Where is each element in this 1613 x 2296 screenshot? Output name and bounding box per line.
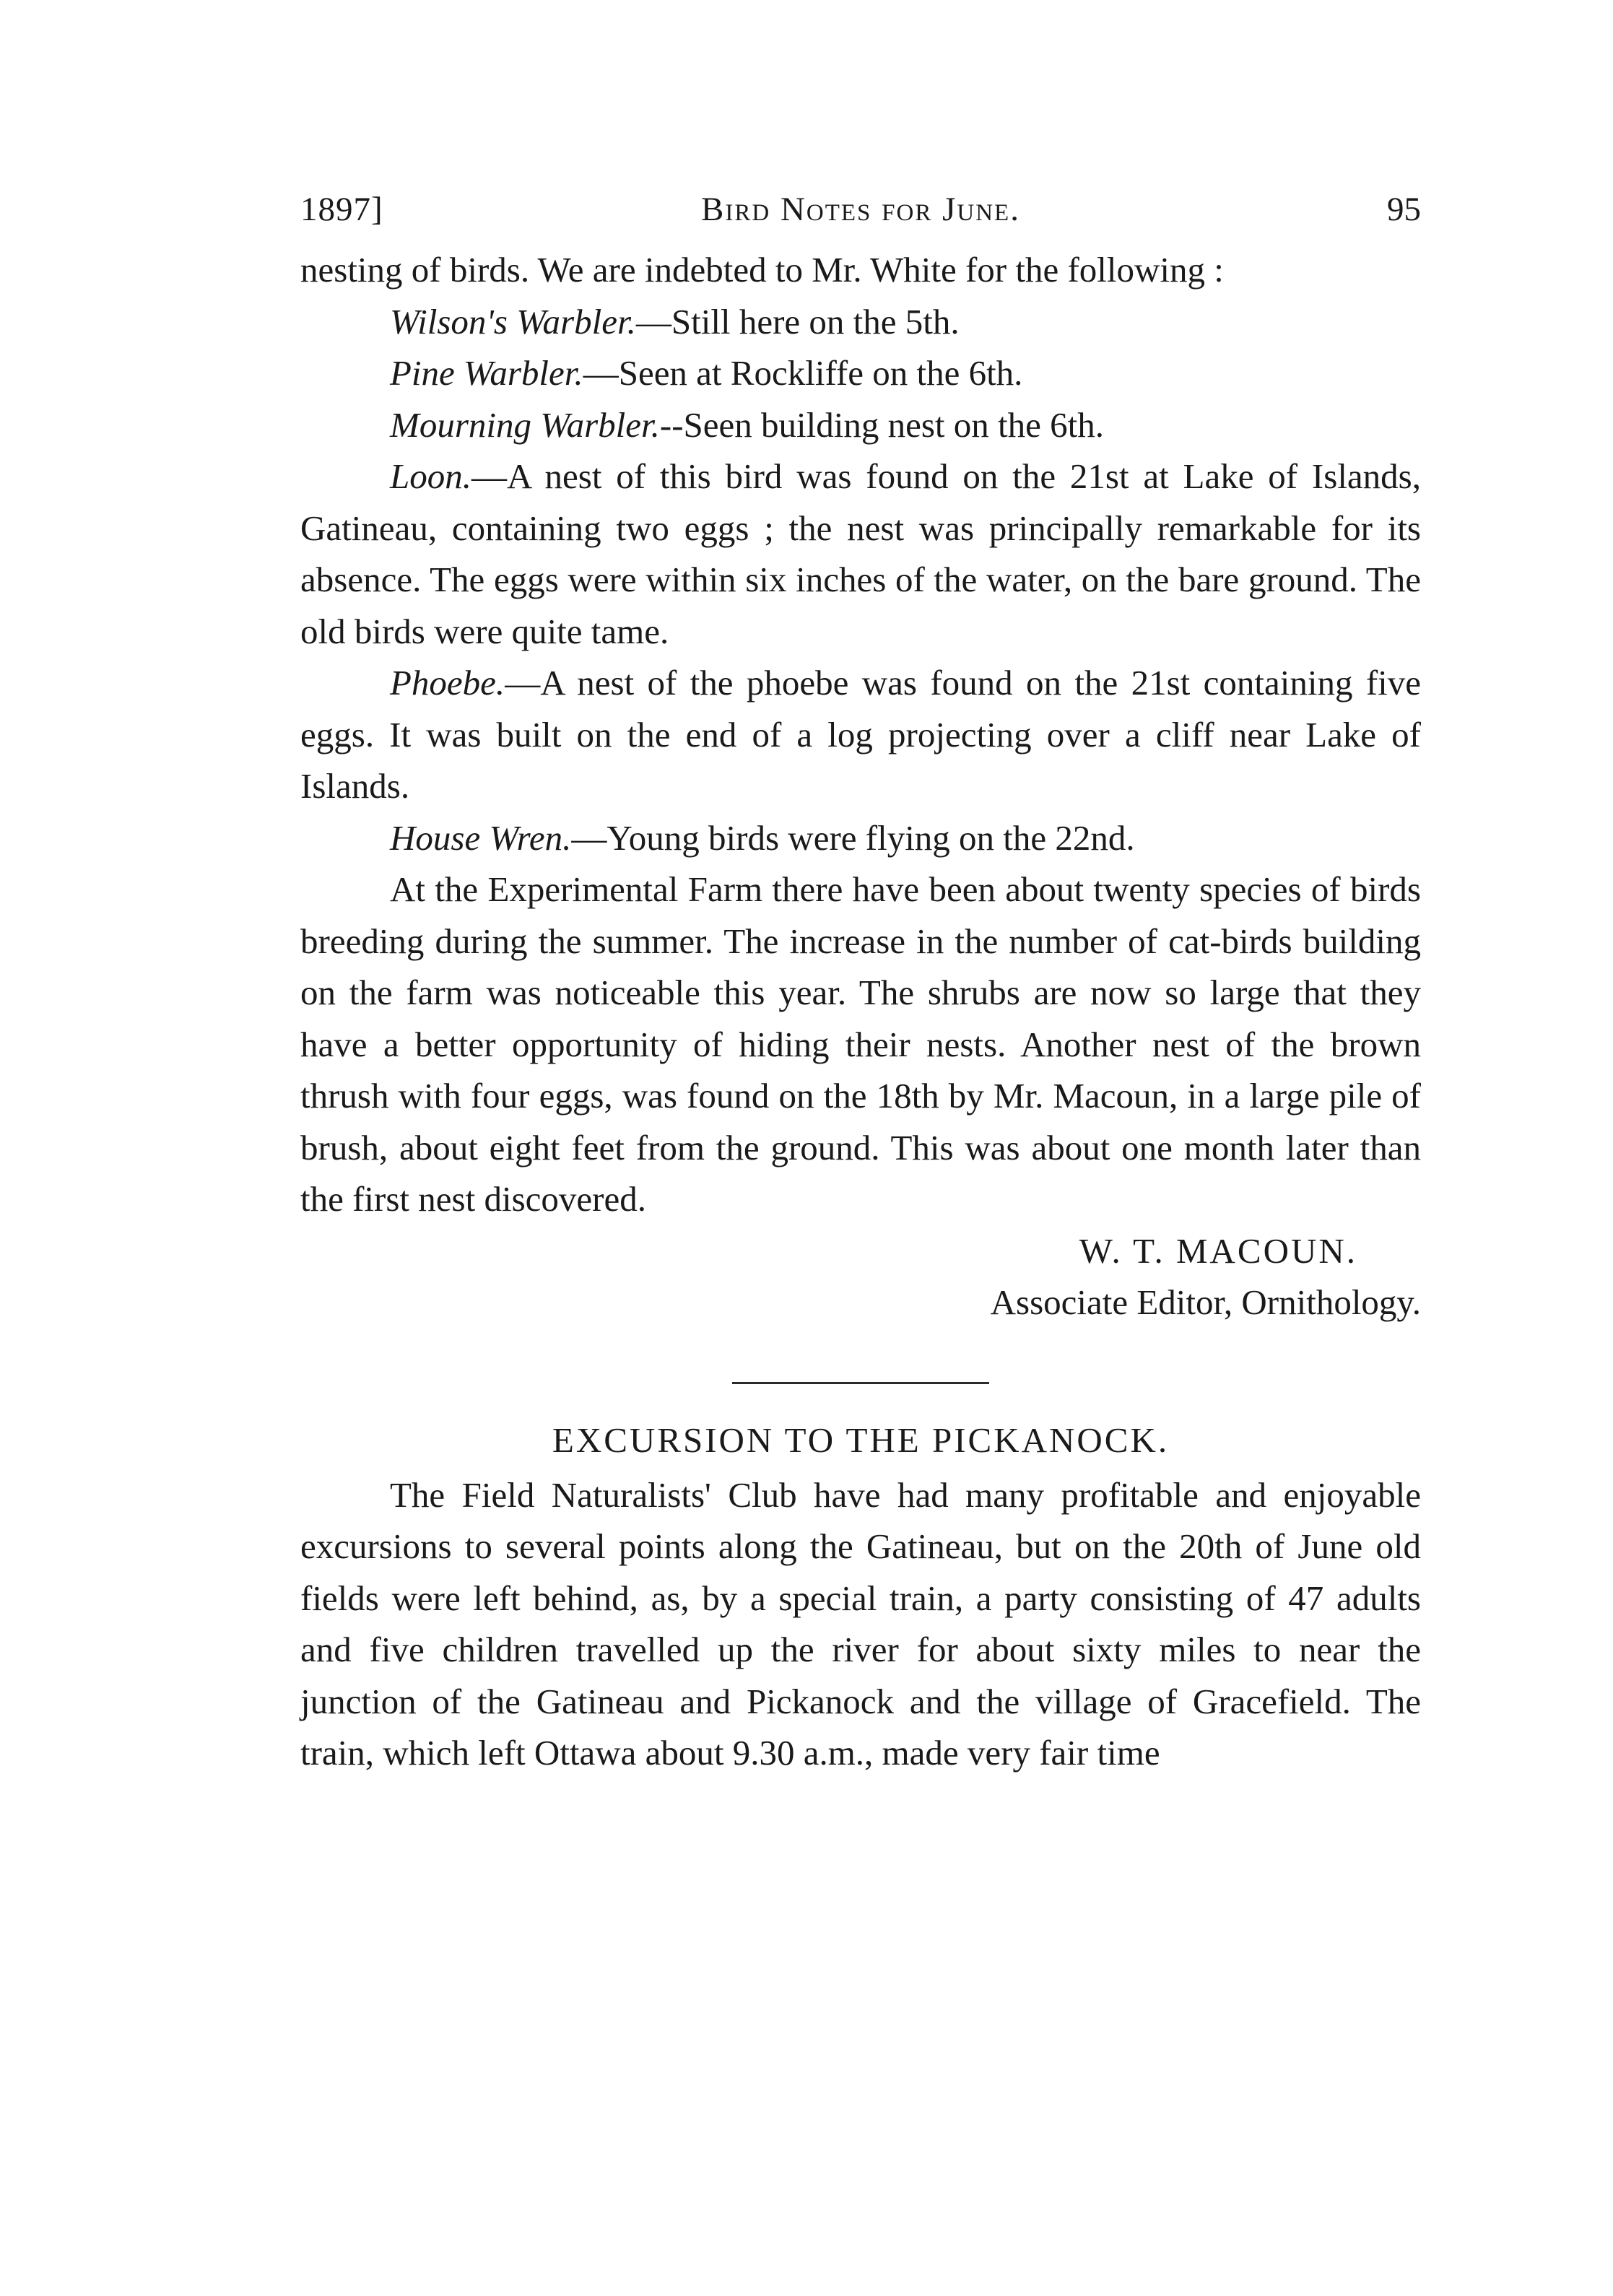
signature-name: W. T. MACOUN. <box>1079 1230 1357 1271</box>
species-name: House Wren. <box>390 817 572 858</box>
bird-notes-body <box>300 244 1421 1225</box>
excursion-paragraph: The Field Naturalists' Club have had many profitable and enjoyable excursions to several points along the Gatineau, but on the 20th of June old fields were left behind, as, by a special train, a party consisting of 47 adults and five children travelled up the river for about sixty miles to near the junction of the Gatineau and Pickanock and the village of Gracefield. The train, which left Ottawa about 9.30 a.m., made very fair time <box>300 1474 1421 1773</box>
page <box>300 181 1421 1779</box>
note-text: --Seen building nest on the 6th. <box>659 404 1105 445</box>
note-wilsons-warbler <box>300 296 1421 348</box>
species-name: Loon. <box>390 456 472 496</box>
note-text: —A nest of the phoebe was found on the 21st containing five eggs. It was built on the end of a log projecting over a cliff near Lake of Islands. <box>300 663 1421 806</box>
intro-paragraph: nesting of birds. We are indebted to Mr. White for the following : <box>300 250 1224 290</box>
running-header <box>300 181 1421 238</box>
experimental-farm-paragraph: At the Experimental Farm there have been about twenty species of birds breeding during the summer. The increase in the number of cat-birds building on the farm was noticeable this year. The shrubs are now so large that they have a better opportunity of hiding their nests. Another nest of the brown thrush with four eggs, was found on the 18th by Mr. Macoun, in a large pile of brush, about eight feet from the ground. This was about one month later than the first nest discovered. <box>300 869 1421 1219</box>
species-name: Phoebe. <box>390 663 505 703</box>
note-text: —Still here on the 5th. <box>635 301 960 342</box>
excursion-heading: EXCURSION TO THE PICKANOCK. <box>552 1419 1170 1460</box>
note-mourning-warbler <box>300 399 1421 451</box>
note-text: —Seen at Rockliffe on the 6th. <box>583 353 1023 393</box>
header-year: 1897] <box>300 191 383 228</box>
species-name: Wilson's Warbler. <box>390 301 636 342</box>
note-house-wren <box>300 812 1421 864</box>
species-name: Pine Warbler. <box>390 353 583 393</box>
note-text: —Young birds were flying on the 22nd. <box>571 817 1135 858</box>
note-pine-warbler <box>300 347 1421 399</box>
signature-title: Associate Editor, Ornithology. <box>990 1282 1421 1322</box>
excursion-body <box>300 1469 1421 1779</box>
running-title: Bird Notes for June. <box>701 191 1020 228</box>
signature-block <box>300 1225 1421 1329</box>
species-name: Mourning Warbler. <box>390 404 660 445</box>
section-divider <box>732 1382 989 1384</box>
note-text: —A nest of this bird was found on the 21st at Lake of Islands, Gatineau, containing two eggs ; the nest was principally remarkable for its absence. The eggs were within six inches of the water, on the bare ground. The old birds were quite tame. <box>300 456 1421 651</box>
page-number: 95 <box>1387 191 1421 228</box>
note-loon <box>300 451 1421 657</box>
note-phoebe <box>300 657 1421 812</box>
